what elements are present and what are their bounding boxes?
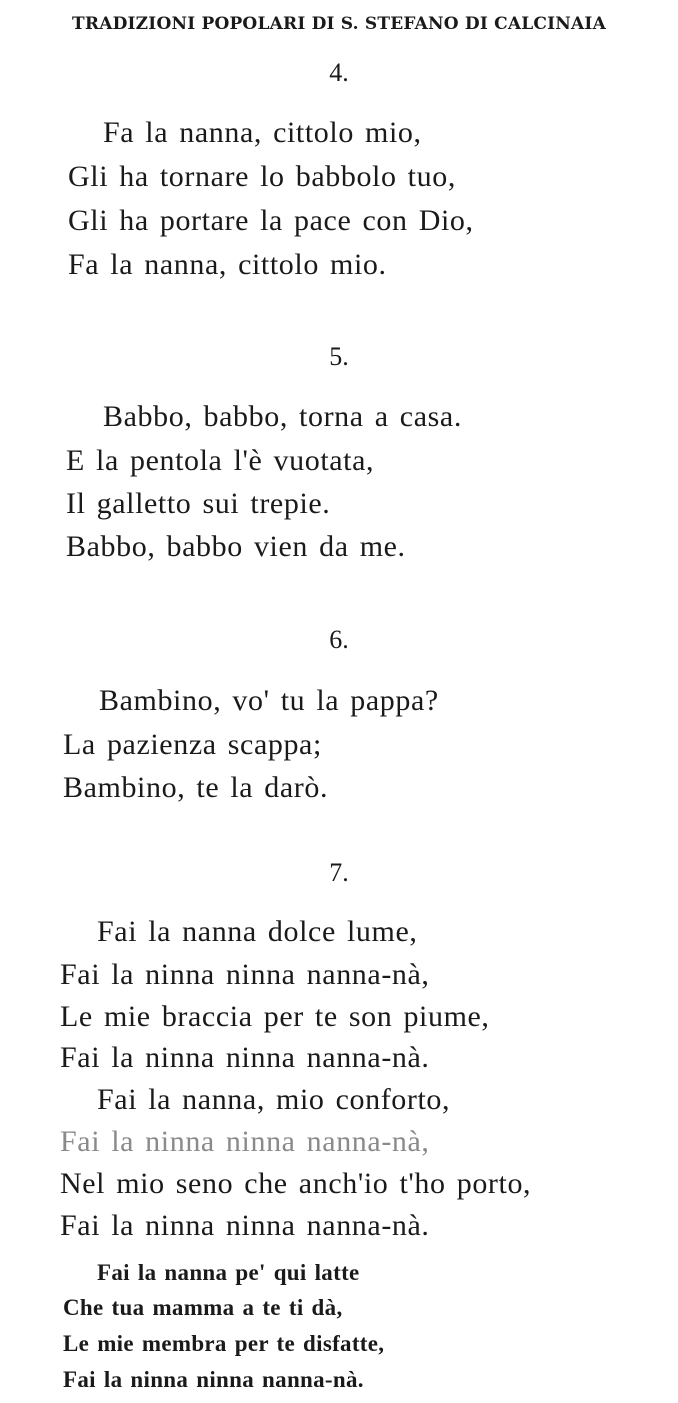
verse-line: Fa la nanna, cittolo mio, [103,116,422,149]
verse-line: Fai la nanna, mio conforto, [97,1083,451,1116]
verse-line: Il galletto sui trepie. [66,487,331,520]
verse-line: Le mie braccia per te son piume, [60,1000,490,1033]
verse-line: Bambino, te la darò. [63,771,329,804]
verse-line: Nel mio seno che anch'io t'ho porto, [60,1167,532,1200]
verse-line: E la pentola l'è vuotata, [66,444,375,477]
verse-line: Fai la ninna ninna nanna-nà, [60,958,430,991]
poem-number: 6. [329,625,349,654]
running-head: TRADIZIONI POPOLARI DI S. STEFANO DI CALCINAIA [72,14,606,34]
verse-line: Fai la ninna ninna nanna-nà. [63,1367,364,1392]
verse-line: Fai la ninna ninna nanna-nà. [60,1041,430,1074]
verse-line: Babbo, babbo vien da me. [66,530,406,563]
poem-number: 5. [329,342,349,371]
verse-line: Fai la nanna pe' qui latte [97,1260,360,1285]
verse-line: Fa la nanna, cittolo mio. [68,248,387,281]
verse-line: Gli ha tornare lo babbolo tuo, [68,160,456,193]
verse-line: Che tua mamma a te ti dà, [63,1295,343,1320]
verse-line: Gli ha portare la pace con Dio, [68,204,474,237]
verse-line: Bambino, vo' tu la pappa? [99,684,439,717]
verse-line-faded: Fai la ninna ninna nanna-nà, [60,1125,430,1158]
verse-line: Babbo, babbo, torna a casa. [103,400,462,433]
poem-number: 4. [329,58,349,87]
verse-line: Le mie membra per te disfatte, [63,1331,385,1356]
verse-line: Fai la ninna ninna nanna-nà. [60,1209,430,1242]
verse-line: La pazienza scappa; [63,728,322,761]
verse-line: Fai la nanna dolce lume, [97,915,418,948]
poem-number: 7. [329,858,349,887]
